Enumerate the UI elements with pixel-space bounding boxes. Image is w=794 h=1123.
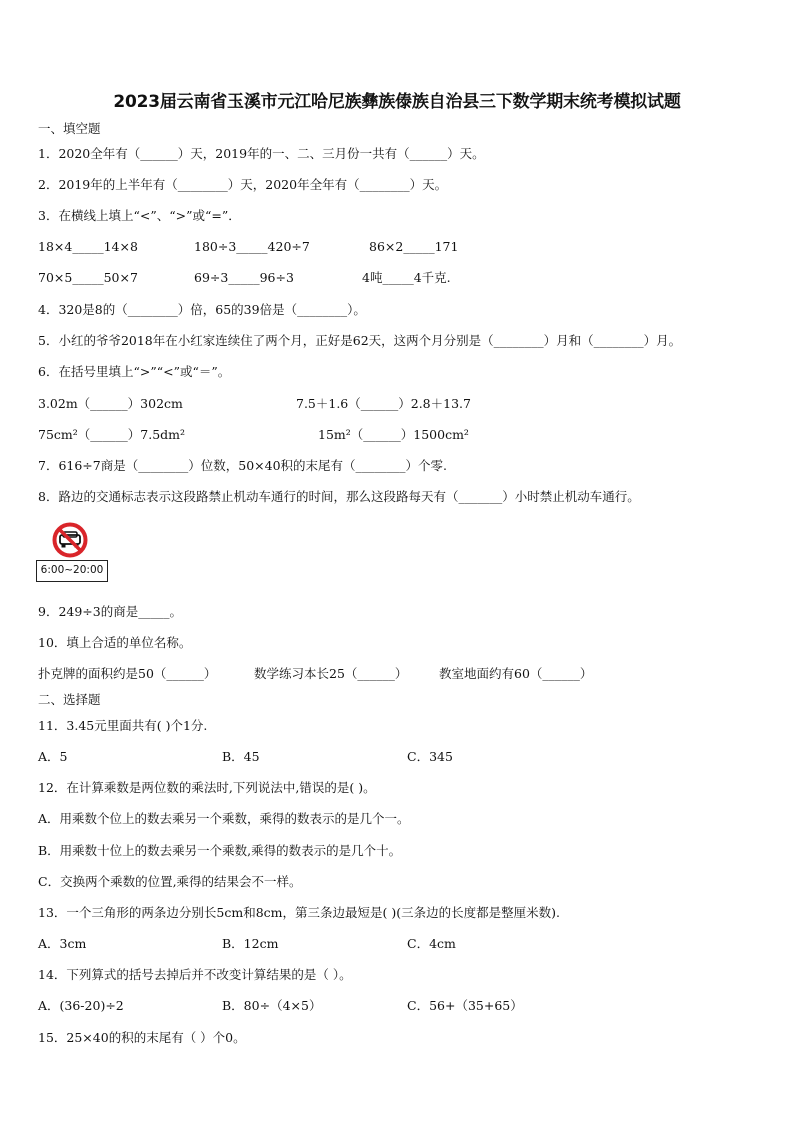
question-2: 2．2019年的上半年有（________）天，2020年全年有（________）天。 [38,177,448,192]
question-6: 6．在括号里填上“>”“<”或“＝”。 [38,364,231,379]
q6-item: 75cm²（______）7.5dm² [38,427,186,442]
q12-option-a: A．用乘数个位上的数去乘另一个乘数，乘得的数表示的是几个一。 [38,811,410,826]
q3-item: 18×4_____14×8 [38,239,138,254]
question-14: 14．下列算式的括号去掉后并不改变计算结果的是（ ）。 [38,967,352,982]
q3-item: 70×5_____50×7 [38,270,138,285]
q3-item: 69÷3_____96÷3 [194,270,294,285]
sign-time-label: 6:00~20:00 [36,560,108,582]
q13-option: B．12cm [222,936,279,951]
q12-option-c: C．交换两个乘数的位置,乘得的结果会不一样。 [38,874,302,889]
question-12: 12．在计算乘数是两位数的乘法时,下列说法中,错误的是( )。 [38,780,376,795]
q11-option: A．5 [38,749,68,764]
question-3: 3．在横线上填上“<”、“>”或“=”． [38,208,241,223]
q6-item: 3.02m（______）302cm [38,396,183,411]
section-fill-blank: 一、填空题 [38,121,101,136]
q13-option: A．3cm [38,936,87,951]
traffic-sign [36,522,112,586]
q14-option: B．80÷（4×5） [222,998,322,1013]
question-8: 8．路边的交通标志表示这段路禁止机动车通行的时间，那么这段路每天有（_______）小时禁止机动车通行。 [38,489,640,504]
section-choice: 二、选择题 [38,692,101,707]
question-11: 11．3.45元里面共有( )个1分. [38,718,208,733]
q13-option: C．4cm [407,936,456,951]
q3-item: 86×2_____171 [369,239,459,254]
question-5: 5．小红的爷爷2018年在小红家连续住了两个月，正好是62天，这两个月分别是（________）月和（________）月。 [38,333,682,348]
q14-option: C．56+（35+65） [407,998,523,1013]
q10-item: 扑克牌的面积约是50（______） [38,666,217,681]
q3-item: 180÷3_____420÷7 [194,239,310,254]
question-7: 7．616÷7商是（________）位数，50×40积的末尾有（________）个零. [38,458,447,473]
no-motor-vehicle-icon [52,522,88,558]
question-9: 9．249÷3的商是_____。 [38,604,182,619]
q6-item: 15m²（______）1500cm² [318,427,469,442]
q12-option-b: B．用乘数十位上的数去乘另一个乘数,乘得的数表示的是几个十。 [38,843,402,858]
q3-item: 4吨_____4千克. [362,270,451,285]
question-13: 13．一个三角形的两条边分别长5cm和8cm，第三条边最短是( )(三条边的长度都是整厘米数). [38,905,560,920]
q11-option: B．45 [222,749,260,764]
q14-option: A．(36-20)÷2 [38,998,124,1013]
q6-item: 7.5＋1.6（______）2.8＋13.7 [296,396,471,411]
q11-option: C．345 [407,749,453,764]
q10-item: 数学练习本长25（______） [254,666,408,681]
question-10: 10．填上合适的单位名称。 [38,635,192,650]
page-title: 2023届云南省玉溪市元江哈尼族彝族傣族自治县三下数学期末统考模拟试题 [113,92,681,112]
question-1: 1．2020全年有（______）天，2019年的一、二、三月份一共有（______）天。 [38,146,485,161]
question-15: 15．25×40的积的末尾有（ ）个0。 [38,1030,246,1045]
q10-item: 教室地面约有60（______） [439,666,593,681]
question-4: 4．320是8的（________）倍，65的39倍是（________）。 [38,302,366,317]
